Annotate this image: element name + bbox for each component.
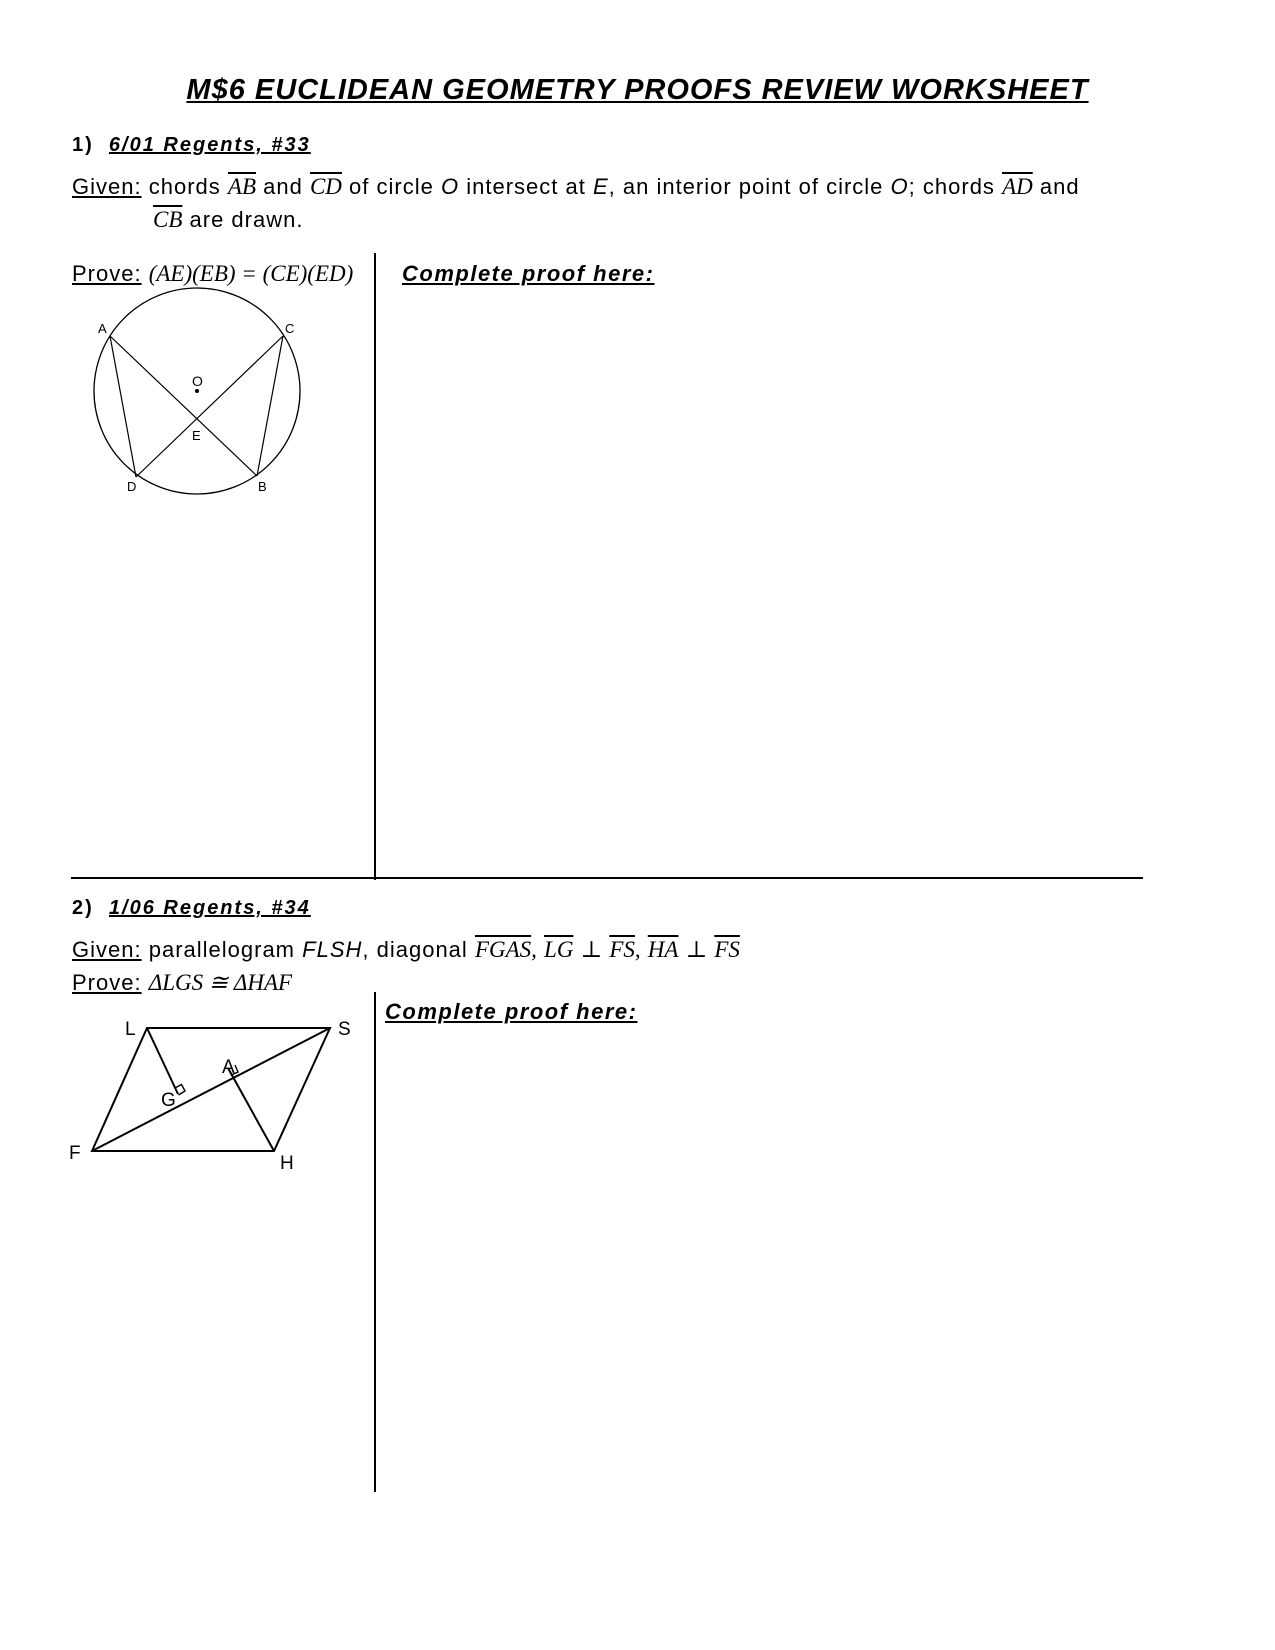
question-number: 2) bbox=[72, 897, 94, 919]
comma: , bbox=[531, 937, 537, 962]
center-point bbox=[195, 389, 199, 393]
segment-ad: $\overline{AD}$ bbox=[1002, 174, 1033, 199]
question-source: 1/06 Regents, #34 bbox=[108, 897, 311, 919]
segment-ha: $\overline{HA}$ bbox=[647, 937, 679, 962]
segment-lg: $\overline{LG}$ bbox=[544, 937, 574, 962]
circle-name: O bbox=[890, 174, 909, 199]
figure-name: FLSH bbox=[302, 937, 363, 962]
question-1-header bbox=[72, 134, 311, 157]
label-c: C bbox=[285, 321, 295, 336]
label-a: A bbox=[98, 321, 107, 336]
complete-proof-label: Complete proof here: bbox=[402, 261, 655, 286]
label-s: S bbox=[338, 1019, 351, 1040]
label-g: G bbox=[161, 1090, 176, 1111]
prove-label: Prove: bbox=[72, 261, 142, 286]
point-name: E bbox=[592, 174, 609, 199]
given-text: intersect at bbox=[466, 174, 586, 199]
given-text: , diagonal bbox=[362, 937, 468, 962]
section-divider bbox=[71, 877, 1143, 879]
given-text: parallelogram bbox=[148, 937, 296, 962]
label-o: O bbox=[192, 373, 203, 389]
given-text: ; chords bbox=[908, 174, 995, 199]
complete-proof-label: Complete proof here: bbox=[385, 999, 638, 1024]
q2-given bbox=[72, 937, 740, 963]
worksheet-title: M$6 EUCLIDEAN GEOMETRY PROOFS REVIEW WORKSHEET bbox=[186, 74, 1089, 106]
segment-ha-line bbox=[228, 1068, 274, 1151]
perpendicular-symbol: ⊥ bbox=[580, 937, 603, 962]
q1-given-line-1 bbox=[72, 174, 1080, 200]
label-b: B bbox=[258, 479, 267, 494]
given-label: Given: bbox=[72, 937, 142, 962]
question-source: 6/01 Regents, #33 bbox=[108, 134, 311, 156]
segment-ab: $\overline{AB}$ bbox=[227, 174, 256, 199]
q1-column-divider bbox=[374, 253, 376, 880]
question-number: 1) bbox=[72, 134, 94, 156]
label-d: D bbox=[127, 479, 137, 494]
q2-column-divider bbox=[374, 992, 376, 1492]
segment-fs: $\overline{FS}$ bbox=[609, 937, 635, 962]
perpendicular-symbol: ⊥ bbox=[685, 937, 708, 962]
label-h: H bbox=[280, 1153, 294, 1174]
label-f: F bbox=[69, 1143, 81, 1164]
comma: , bbox=[634, 937, 641, 962]
circle-name: O bbox=[440, 174, 460, 199]
label-a: A bbox=[222, 1057, 235, 1078]
label-e: E bbox=[192, 428, 201, 443]
prove-label: Prove: bbox=[72, 970, 142, 995]
diagonal-fgas bbox=[92, 1028, 330, 1151]
given-text: are drawn. bbox=[189, 207, 304, 232]
question-2-header bbox=[72, 897, 311, 920]
given-text: , an interior point of circle bbox=[608, 174, 884, 199]
given-label: Given: bbox=[72, 174, 142, 199]
given-text: and bbox=[1039, 174, 1080, 199]
parallelogram-diagram bbox=[62, 1005, 372, 1185]
segment-cb: $\overline{CB}$ bbox=[153, 207, 183, 232]
prove-statement: ΔLGS ≅ ΔHAF bbox=[148, 970, 293, 995]
segment-fs: $\overline{FS}$ bbox=[714, 937, 740, 962]
label-l: L bbox=[125, 1019, 136, 1040]
q2-prove bbox=[72, 970, 292, 996]
q1-given-line-2 bbox=[153, 207, 303, 233]
prove-statement: (AE)(EB) = (CE)(ED) bbox=[148, 261, 354, 286]
circle-chords-diagram bbox=[80, 280, 320, 505]
segment-cd: $\overline{CD}$ bbox=[309, 174, 342, 199]
given-text: and bbox=[263, 174, 303, 199]
given-text: chords bbox=[148, 174, 221, 199]
segment-fgas: FGAS bbox=[474, 937, 532, 962]
given-text: of circle bbox=[349, 174, 434, 199]
segment-lg-line bbox=[147, 1028, 178, 1094]
